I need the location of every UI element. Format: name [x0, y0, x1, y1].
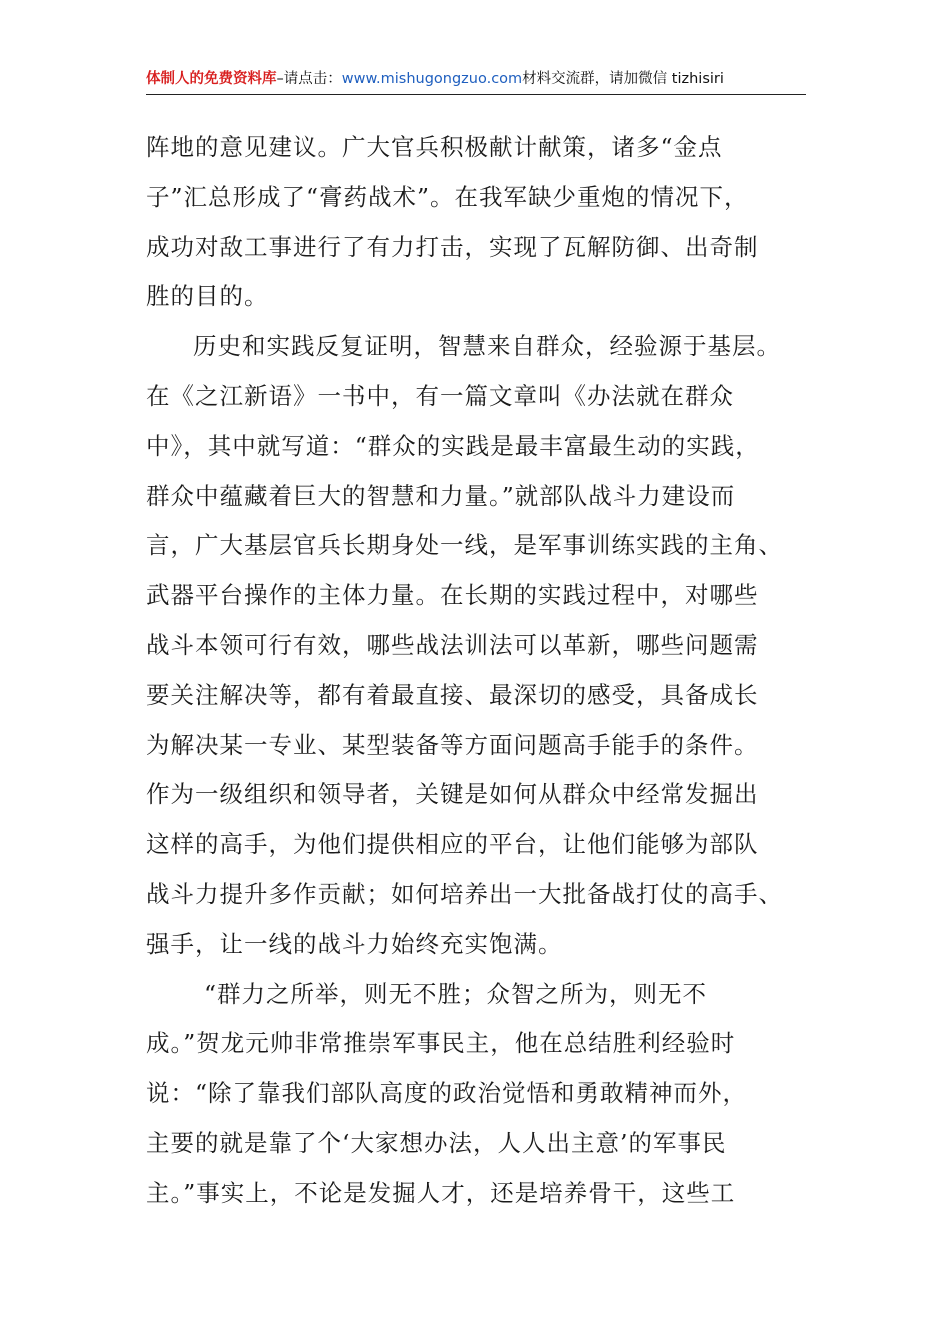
text-line: 阵地的意见建议。广大官兵积极献计献策，诸多“金点	[146, 133, 723, 161]
header-brand: 体制人的免费资料库	[146, 71, 277, 87]
text-line: 作为一级组织和领导者，关键是如何从群众中经常发掘出	[146, 780, 759, 809]
text-line: 成功对敌工事进行了有力打击，实现了瓦解防御、出奇制	[146, 232, 759, 261]
header-cta: –请点击：	[276, 71, 342, 87]
header-url-link[interactable]: www.mishugongzuo.com	[341, 71, 523, 87]
text-line: 这样的高手，为他们提供相应的平台，让他们能够为部队	[146, 830, 759, 859]
text-line: 成。”贺龙元帅非常推崇军事民主，他在总结胜利经验时	[146, 1029, 736, 1058]
text-line: 武器平台操作的主体力量。在长期的实践过程中，对哪些	[146, 581, 759, 610]
text-line: 主。”事实上，不论是发掘人才，还是培养骨干，这些工	[146, 1178, 736, 1207]
text-line: 说：“除了靠我们部队高度的政治觉悟和勇敢精神而外，	[146, 1079, 748, 1108]
text-line: 胜的目的。	[146, 282, 269, 311]
header-tail: 材料交流群，请加微信 tizhisiri	[522, 71, 724, 87]
text-line: 为解决某一专业、某型装备等方面问题高手能手的条件。	[146, 730, 759, 759]
text-line: 战斗力提升多作贡献；如何培养出一大批备战打仗的高手、	[146, 879, 783, 908]
text-line: 要关注解决等，都有着最直接、最深切的感受，具备成长	[146, 680, 759, 709]
text-line: 子”汇总形成了“膏药战术”。在我军缺少重炮的情况下，	[146, 182, 749, 211]
text-line: 群众中蕴藏着巨大的智慧和力量。”就部队战斗力建设而	[146, 481, 736, 510]
document-body	[146, 126, 806, 1222]
text-line: 主要的就是靠了个‘大家想办法，人人出主意’的军事民	[146, 1128, 727, 1157]
text-line: 言，广大基层官兵长期身处一线，是军事训练实践的主角、	[146, 531, 783, 560]
text-line: 战斗本领可行有效，哪些战法训法可以革新，哪些问题需	[146, 630, 759, 659]
text-line: “群力之所举，则无不胜；众智之所为，则无不	[204, 979, 708, 1008]
text-line: 历史和实践反复证明，智慧来自群众，经验源于基层。	[193, 332, 781, 361]
text-line: 中》，其中就写道：“群众的实践是最丰富最生动的实践，	[146, 431, 760, 460]
text-line: 强手，让一线的战斗力始终充实饱满。	[146, 929, 563, 958]
text-line: 在《之江新语》一书中，有一篇文章叫《办法就在群众	[146, 381, 734, 410]
page-header	[146, 68, 806, 95]
